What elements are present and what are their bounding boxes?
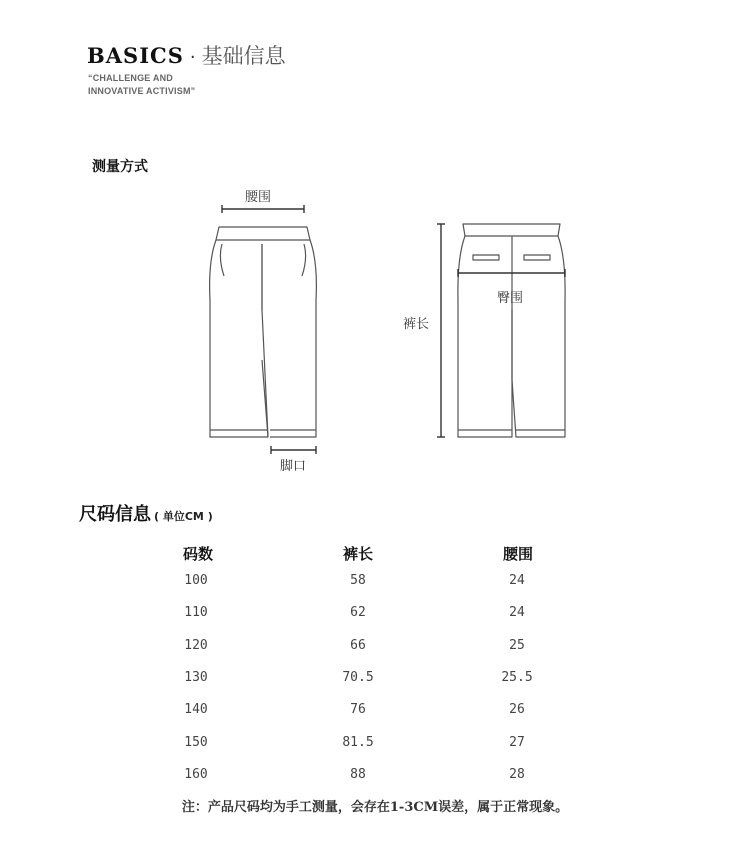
cell-waist: 25 [509,637,525,653]
column-header-length: 裤长 [342,545,374,563]
cell-waist: 28 [509,766,525,782]
cell-length: 81.5 [342,734,374,750]
cell-size: 140 [184,702,208,718]
column-header-size: 码数 [182,545,214,563]
cell-length: 70.5 [342,669,374,685]
waist-measure-line [222,205,304,213]
size-info-heading: 尺码信息 [79,504,151,525]
hip-label: 臀围 [496,291,524,306]
cell-waist: 24 [509,605,525,621]
cell-length: 58 [350,573,366,588]
length-measure-line [437,224,445,437]
cell-waist: 24 [509,573,525,588]
size-info-title [79,500,213,526]
size-unit: ( 单位CM ) [154,510,213,523]
cell-size: 130 [184,669,208,685]
hem-label: 脚口 [279,459,307,474]
cell-waist: 27 [509,734,525,750]
cell-size: 110 [184,605,208,621]
brand-name-cn: 基础信息 [201,44,286,68]
slogan-line-1: “CHALLENGE AND [88,73,173,83]
cell-waist: 26 [509,702,525,718]
brand-name-en: BASICS [87,43,184,68]
waist-label: 腰围 [244,190,272,205]
cell-size: 100 [184,573,208,588]
cell-length: 62 [350,605,366,621]
cell-waist: 25.5 [501,669,533,685]
back-pants-drawing [458,224,565,437]
cell-size: 120 [184,637,208,653]
front-pants-drawing [210,227,317,437]
hem-measure-line [271,446,316,454]
measurement-note: 注：产品尺码均为手工测量，会存在1-3CM误差，属于正常现象。 [181,800,569,815]
cell-size: 160 [184,766,208,782]
column-header-waist: 腰围 [502,545,534,563]
measurement-title: 测量方式 [92,159,148,175]
cell-length: 76 [350,702,366,718]
cell-size: 150 [184,734,208,750]
slogan-line-2: INNOVATIVE ACTIVISM” [88,86,196,96]
cell-length: 66 [350,637,366,653]
cell-length: 88 [350,766,366,782]
length-label: 裤长 [402,317,430,332]
brand-separator: · [189,47,196,68]
